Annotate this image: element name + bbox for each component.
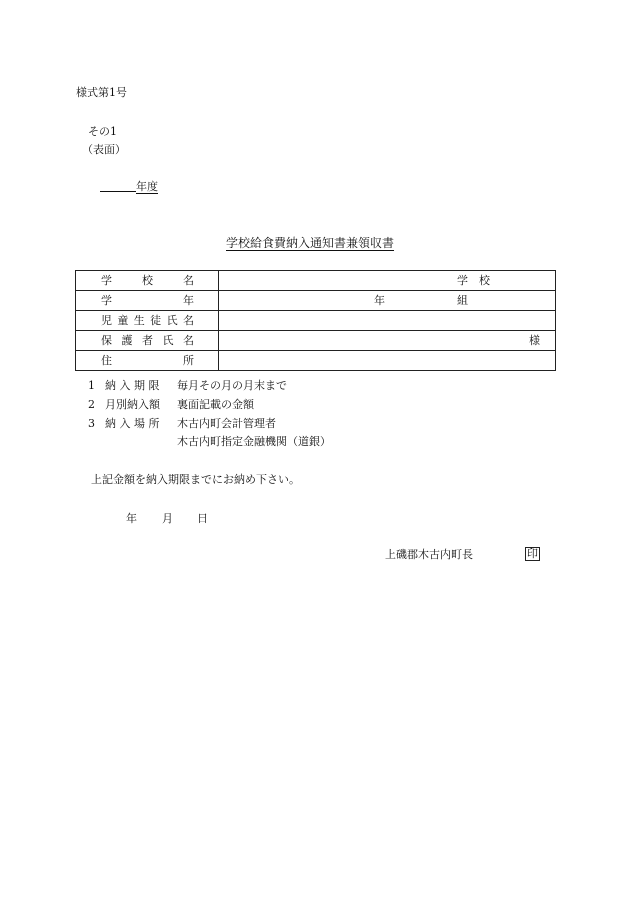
label-school-name: 学 校 名 xyxy=(76,271,219,291)
grade-class-suffix: 組 xyxy=(457,294,468,307)
table-row-student-name xyxy=(76,311,556,331)
value-guardian-name[interactable] xyxy=(219,331,556,351)
note-payment-place-bank: 木古内町指定金融機関（道銀） xyxy=(177,435,331,448)
note-payment-place: 3 納 入 場 所 木古内町会計管理者 xyxy=(88,417,276,430)
label-grade: 学 年 xyxy=(76,291,219,311)
side-label: （表面） xyxy=(82,143,126,156)
note-deadline: 1 納 入 期 限 毎月その月の月末まで xyxy=(88,379,287,392)
value-student-name[interactable] xyxy=(219,311,556,331)
table-row-school xyxy=(76,271,556,291)
table-row-guardian-name xyxy=(76,331,556,351)
student-info-table xyxy=(75,270,556,371)
label-guardian-name: 保 護 者 氏 名 xyxy=(76,331,219,351)
label-student-name: 児 童 生 徒 氏 名 xyxy=(76,311,219,331)
date-day: 日 xyxy=(197,512,208,525)
note-monthly-amount: 2 月別納入額 裏面記載の金額 xyxy=(88,398,254,411)
grade-year-suffix: 年 xyxy=(374,294,385,307)
issuer-name: 上磯郡木古内町長 xyxy=(385,548,473,561)
seal-box: 印 xyxy=(527,547,538,560)
label-address: 住 所 xyxy=(76,351,219,371)
payment-message: 上記金額を納入期限までにお納め下さい。 xyxy=(91,473,300,486)
table-row-grade xyxy=(76,291,556,311)
fiscal-year xyxy=(100,181,158,192)
table-row-address xyxy=(76,351,556,371)
form-number: 様式第1号 xyxy=(76,86,127,99)
date-year: 年 xyxy=(126,512,137,525)
value-address[interactable] xyxy=(219,351,556,371)
value-school-name[interactable] xyxy=(219,271,556,291)
fiscal-year-blank xyxy=(100,181,136,192)
part-label: その1 xyxy=(88,125,117,138)
document-title: 学校給食費納入通知書兼領収書 xyxy=(226,236,395,250)
fiscal-year-label: 年度 xyxy=(136,180,158,193)
value-grade[interactable] xyxy=(219,291,556,311)
date-month: 月 xyxy=(162,512,173,525)
school-suffix: 学 校 xyxy=(457,274,490,287)
honorific-sama: 様 xyxy=(529,334,540,347)
seal-mark xyxy=(525,547,540,561)
